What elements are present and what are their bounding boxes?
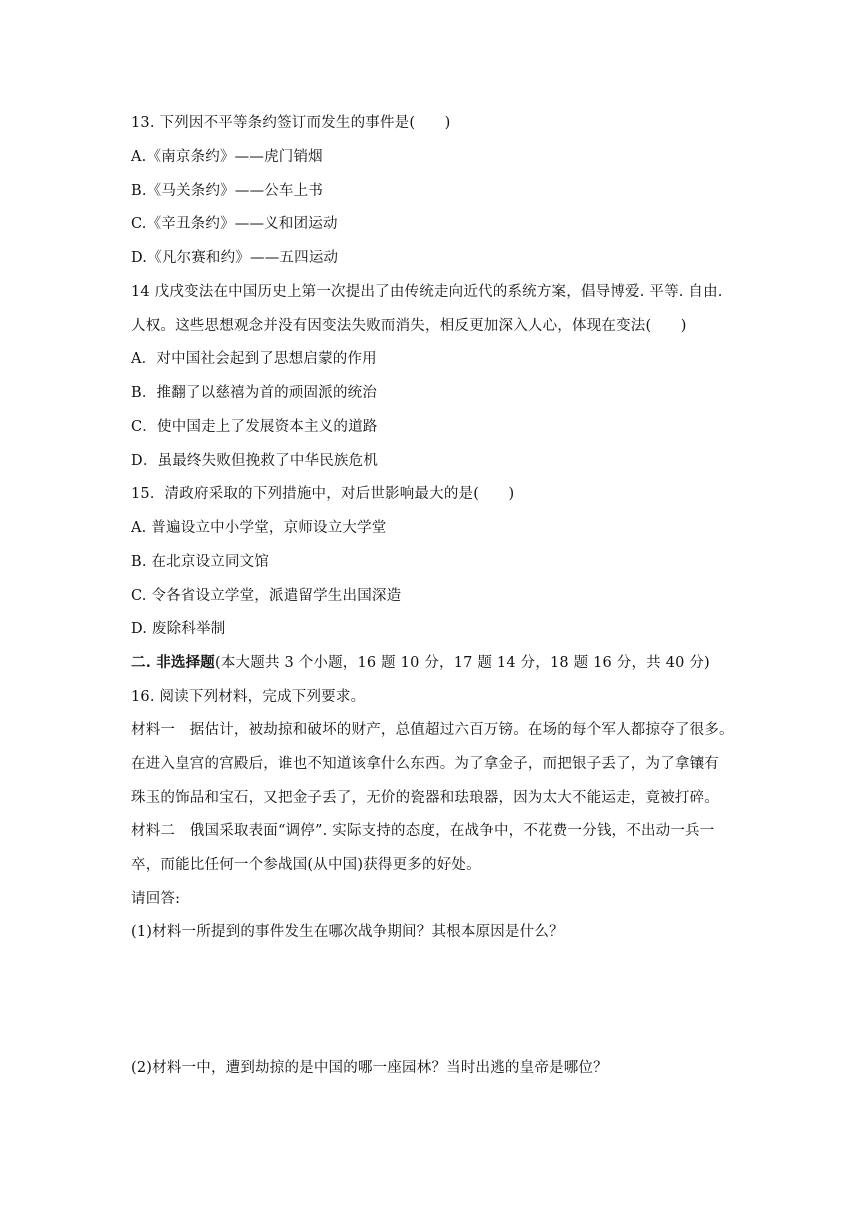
- q16-material2-line1: 材料二 俄国采取表面“调停”. 实际支持的态度，在战争中，不花费一分钱，不出动一兵一: [131, 823, 715, 839]
- q16-material1-line2: 在进入皇宫的宫殿后，谁也不知道该拿什么东西。为了拿金子，而把银子丢了，为了拿镶有: [131, 756, 719, 772]
- q16-material1-line1: 材料一 据估计，被劫掠和破坏的财产，总值超过六百万镑。在场的每个军人都掠夺了很多。: [131, 722, 734, 738]
- q13-option-d: D.《凡尔赛和约》——五四运动: [131, 250, 339, 266]
- section2-note: (本大题共 3 个小题，16 题 10 分，17 题 14 分，18 题 16 分，共 40 分): [215, 655, 710, 671]
- q14-option-b: B．推翻了以慈禧为首的顽固派的统治: [131, 385, 378, 401]
- q15-option-a: A. 普遍设立中小学堂，京师设立大学堂: [131, 520, 387, 536]
- q14-option-d: D．虽最终失败但挽救了中华民族危机: [131, 453, 379, 469]
- q13-option-b: B.《马关条约》——公车上书: [131, 183, 324, 199]
- q13-option-a: A.《南京条约》——虎门销烟: [131, 149, 323, 165]
- q14-option-c: C．使中国走上了发展资本主义的道路: [131, 419, 378, 435]
- q16-subquestion-1: (1)材料一所提到的事件发生在哪次战争期间？其根本原因是什么？: [131, 924, 564, 940]
- q15-option-d: D. 废除科举制: [131, 621, 226, 637]
- section2-header: [131, 653, 731, 673]
- q16-answer-prompt: 请回答:: [131, 891, 181, 907]
- q16-stem: 16. 阅读下列材料，完成下列要求。: [131, 689, 366, 705]
- q13-option-c: C.《辛丑条约》——义和团运动: [131, 216, 338, 232]
- q16-material2-line2: 卒，而能比任何一个参战国(从中国)获得更多的好处。: [131, 857, 481, 873]
- q16-material1-line3: 珠玉的饰品和宝石，又把金子丢了，无价的瓷器和珐琅器，因为太大不能运走，竟被打碎。: [131, 790, 719, 806]
- q13-stem: 13. 下列因不平等条约签订而发生的事件是( ): [131, 115, 451, 131]
- q15-option-c: C. 令各省设立学堂，派遣留学生出国深造: [131, 588, 402, 604]
- q16-subquestion-2: (2)材料一中，遭到劫掠的是中国的哪一座园林？当时出逃的皇帝是哪位？: [131, 1060, 608, 1076]
- q14-option-a: A．对中国社会起到了思想启蒙的作用: [131, 351, 377, 367]
- q14-stem-line1: 14 戊戌变法在中国历史上第一次提出了由传统走向近代的系统方案，倡导博爱. 平等. 自由.: [131, 284, 723, 300]
- section2-heading: 二. 非选择题: [131, 654, 215, 671]
- q15-stem: 15．清政府采取的下列措施中，对后世影响最大的是( ): [131, 486, 515, 502]
- q15-option-b: B. 在北京设立同文馆: [131, 554, 270, 570]
- q14-stem-line2: 人权。这些思想观念并没有因变法失败而消失，相反更加深入人心，体现在变法( ): [131, 318, 687, 334]
